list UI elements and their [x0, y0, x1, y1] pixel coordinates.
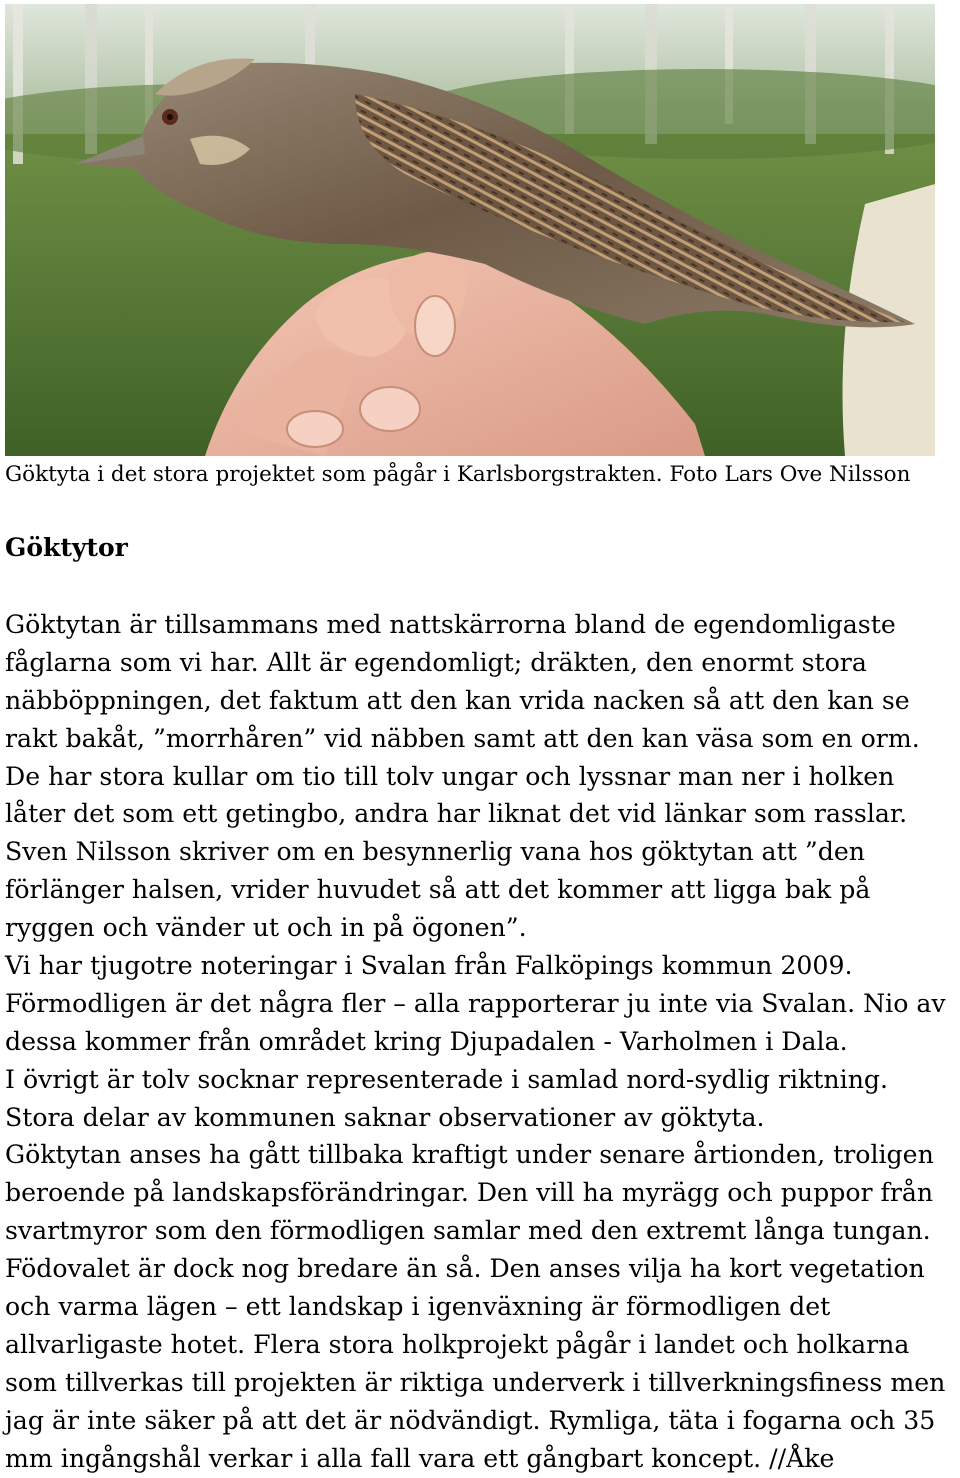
article-body: [5, 606, 957, 1477]
body-line: Stora delar av kommunen saknar observationer av göktyta.: [5, 1102, 765, 1132]
body-line: Göktytan är tillsammans med nattskärrorna bland de egendomligaste: [5, 610, 896, 639]
bird-photo: [5, 4, 935, 456]
body-line: Förmodligen är det några fler – alla rapporterar ju inte via Svalan. Nio av: [5, 988, 946, 1018]
body-line: förlänger halsen, vrider huvudet så att det kommer att ligga bak på: [5, 875, 871, 905]
body-line: ryggen och vänder ut och in på ögonen”.: [5, 913, 527, 943]
body-line: näbböppningen, det faktum att den kan vrida nacken så att den kan se: [5, 685, 910, 715]
body-line: Sven Nilsson skriver om en besynnerlig vana hos göktytan att ”den: [5, 837, 865, 867]
body-line: De har stora kullar om tio till tolv ungar och lyssnar man ner i holken: [5, 761, 895, 791]
body-line: beroende på landskapsförändringar. Den vill ha myrägg och puppor från: [5, 1178, 934, 1208]
body-line: som tillverkas till projekten är riktiga underverk i tillverkningsfiness men: [5, 1367, 946, 1397]
photo-caption: Göktyta i det stora projektet som pågår i Karlsborgstrakten. Foto Lars Ove Nilsson: [5, 462, 911, 487]
body-line: I övrigt är tolv socknar representerade i samlad nord-sydlig riktning.: [5, 1064, 889, 1094]
body-line: dessa kommer från området kring Djupadalen - Varholmen i Dala.: [5, 1026, 848, 1056]
body-line: jag är inte säker på att det är nödvändigt. Rymliga, täta i fogarna och 35: [5, 1405, 936, 1435]
body-line: Göktytan anses ha gått tillbaka kraftigt under senare årtionden, troligen: [5, 1140, 934, 1170]
wryneck-bird-in-hand-photo-icon: [5, 4, 935, 456]
body-line: rakt bakåt, ”morrhåren” vid näbben samt att den kan väsa som en orm.: [5, 723, 920, 753]
body-line: och varma lägen – ett landskap i igenväxning är förmodligen det: [5, 1292, 831, 1322]
body-line: svartmyror som den förmodligen samlar med den extremt långa tungan.: [5, 1216, 931, 1246]
body-line: allvarligaste hotet. Flera stora holkprojekt pågår i landet och holkarna: [5, 1329, 910, 1359]
body-line: Födovalet är dock nog bredare än så. Den anses vilja ha kort vegetation: [5, 1254, 925, 1284]
body-line: Vi har tjugotre noteringar i Svalan från Falköpings kommun 2009.: [5, 951, 853, 981]
body-line: låter det som ett getingbo, andra har liknat det vid länkar som rasslar.: [5, 799, 908, 829]
body-line: fåglarna som vi har. Allt är egendomligt; dräkten, den enormt stora: [5, 647, 867, 677]
body-line: mm ingångshål verkar i alla fall vara ett gångbart koncept. //Åke: [5, 1443, 835, 1473]
page-title: Göktytor: [5, 533, 128, 562]
